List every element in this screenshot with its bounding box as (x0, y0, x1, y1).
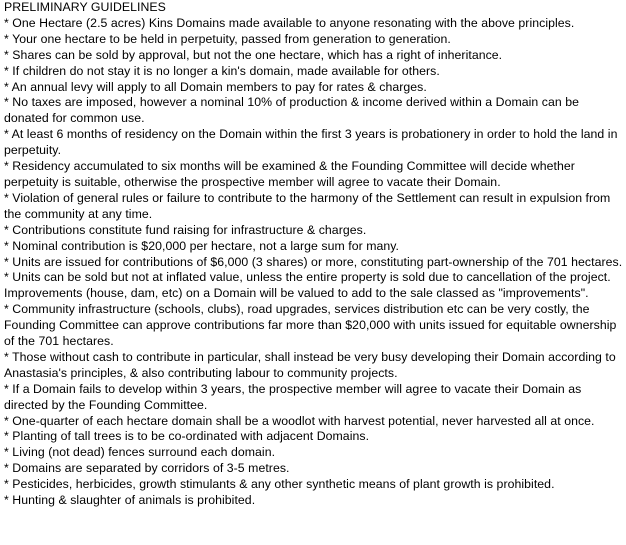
guideline-item: * Residency accumulated to six months will be examined & the Founding Committee will decide whether perpetuity is suitable, otherwise the prospective member will agree to vacate their Domain. (4, 159, 575, 189)
guideline-item: * Pesticides, herbicides, growth stimulants & any other synthetic means of plant growth is prohibited. (4, 477, 555, 492)
guideline-item: * An annual levy will apply to all Domain members to pay for rates & charges. (4, 79, 427, 94)
guideline-item: * One-quarter of each hectare domain shall be a woodlot with harvest potential, never harvested all at once. (4, 413, 595, 428)
guideline-item: * Units are issued for contributions of $6,000 (3 shares) or more, constituting part-ownership of the 701 hectares. (4, 254, 623, 269)
guideline-item: * Those without cash to contribute in particular, shall instead be very busy developing their Domain according to Anastasia's principles, & also contributing labour to community projects. (4, 349, 616, 380)
guideline-item: * Hunting & slaughter of animals is prohibited. (4, 493, 256, 508)
guideline-item: * If children do not stay it is no longer a kin's domain, made available for others. (4, 63, 440, 78)
guideline-item: * Your one hectare to be held in perpetuity, passed from generation to generation. (4, 31, 451, 46)
page-title: PRELIMINARY GUIDELINES (4, 0, 166, 14)
guideline-item: * Shares can be sold by approval, but not the one hectare, which has a right of inheritance. (4, 47, 503, 62)
guideline-item: * Units can be sold but not at inflated value, unless the entire property is sold due to cancellation of the project. Improvements (house, dam, etc) on a Domain will be valued to add to the sale classed as "improvements". (4, 270, 611, 301)
guideline-item: * Violation of general rules or failure to contribute to the harmony of the Settlement can result in expulsion from the community at any time. (4, 190, 611, 221)
guideline-item: * Living (not dead) fences surround each domain. (4, 445, 276, 460)
guideline-item: * Domains are separated by corridors of 3-5 metres. (4, 461, 290, 476)
guideline-item: * Nominal contribution is $20,000 per hectare, not a large sum for many. (4, 238, 400, 253)
guideline-item: * Contributions constitute fund raising for infrastructure & charges. (4, 222, 367, 237)
guidelines-list (4, 16, 626, 509)
guideline-item: * One Hectare (2.5 acres) Kins Domains made available to anyone resonating with the above principles. (4, 15, 575, 30)
guideline-item: * Planting of tall trees is to be co-ordinated with adjacent Domains. (4, 429, 370, 444)
guideline-item: * Community infrastructure (schools, clubs), road upgrades, services distribution etc can be very costly, the Founding Committee can approve contributions far more than $20,000 with units issued for equitable ownership of the 701 hectares. (4, 302, 617, 349)
guideline-item: * If a Domain fails to develop within 3 years, the prospective member will agree to vacate their Domain as directed by the Founding Committee. (4, 381, 582, 412)
guideline-item: * No taxes are imposed, however a nominal 10% of production & income derived within a Domain can be donated for common use. (4, 95, 580, 126)
guideline-item: * At least 6 months of residency on the Domain within the first 3 years is probationery in order to hold the land in perpetuity. (4, 127, 618, 158)
